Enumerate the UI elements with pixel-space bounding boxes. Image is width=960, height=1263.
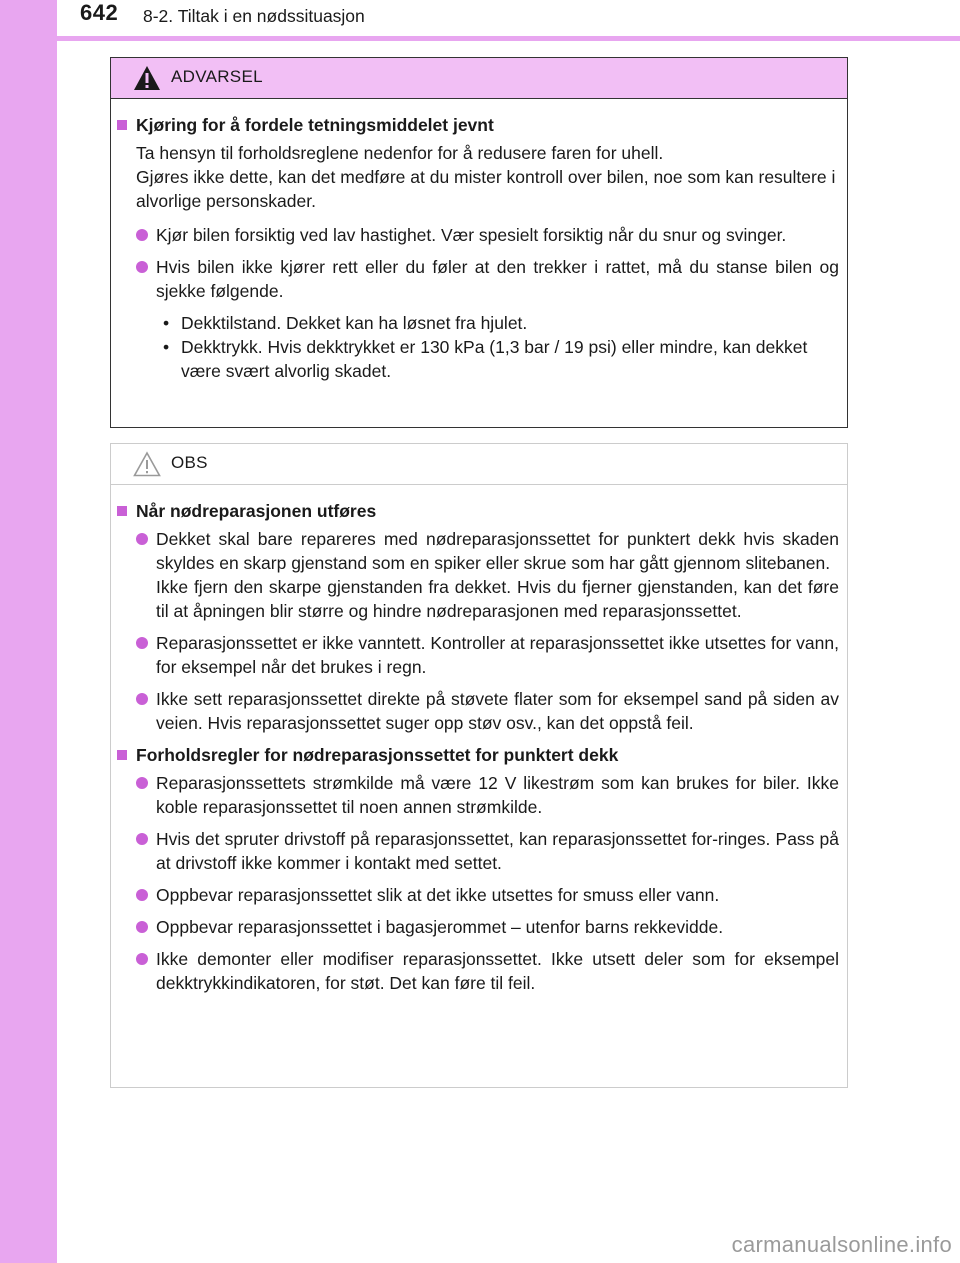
- notice-heading-2: [117, 743, 839, 767]
- list-item-text: Oppbevar reparasjonssettet i bagasjerommet – utenfor barns rekkevidde.: [156, 917, 724, 937]
- list-item: [117, 883, 839, 907]
- circle-bullet-icon: [136, 229, 148, 241]
- warning-box-header: [111, 58, 847, 99]
- circle-bullet-icon: [136, 777, 148, 789]
- notice-heading-text: Forholdsregler for nødreparasjonssettet for punktert dekk: [136, 745, 619, 765]
- list-item-text: Ikke demonter eller modifiser reparasjonssettet. Ikke utsett deler som for eksempel dekktrykkindikatoren, for støt. Det kan føre til feil.: [156, 949, 839, 993]
- notice-heading-1: [117, 499, 839, 523]
- warning-heading: [117, 113, 839, 137]
- notice-label: OBS: [171, 453, 208, 472]
- small-dot-icon: •: [163, 313, 170, 333]
- header-rule: [0, 36, 960, 41]
- caution-outline-triangle-icon: [133, 451, 161, 482]
- list-item-text: Dekket skal bare repareres med nødreparasjonssettet for punktert dekk hvis skaden skyldes en skarp gjenstand som en spiker eller skrue som har gått gjennom slitebanen. Ikke fjern den skarpe gjenstanden fra dekket. Hvis du fjerner gjenstanden, kan det føre til at åpningen blir større og hindre nødreparasjonen med reparasjonssettet.: [156, 529, 839, 621]
- sub-list-item-text: Dekktrykk. Hvis dekktrykket er 130 kPa (1,3 bar / 19 psi) eller mindre, kan dekket være svært alvorlig skadet.: [181, 337, 808, 381]
- list-item-text: Kjør bilen forsiktig ved lav hastighet. Vær spesielt forsiktig når du snur og svinger.: [156, 225, 787, 245]
- circle-bullet-icon: [136, 693, 148, 705]
- list-item-text: Reparasjonssettet er ikke vanntett. Kontroller at reparasjonssettet ikke utsettes for vann, for eksempel når det brukes i regn.: [156, 633, 839, 677]
- notice-box: [110, 443, 848, 1088]
- list-item-text: Reparasjonssettets strømkilde må være 12 V likestrøm som kan brukes for biler. Ikke koble reparasjonssettet til noen annen strømkilde.: [156, 773, 839, 817]
- warning-intro: Ta hensyn til forholdsreglene nedenfor for å redusere faren for uhell. Gjøres ikke dette, kan det medføre at du mister kontroll over bilen, noe som kan resultere i alvorlige personskader.: [136, 143, 836, 211]
- list-item-text: Hvis det spruter drivstoff på reparasjonssettet, kan reparasjonssettet for-ringes. Pass på at drivstoff ikke kommer i kontakt med settet.: [156, 829, 839, 873]
- notice-box-body: [111, 485, 847, 995]
- sub-list-item-text: Dekktilstand. Dekket kan ha løsnet fra hjulet.: [181, 313, 528, 333]
- sub-list-item: [117, 335, 839, 383]
- warning-triangle-icon: [133, 65, 161, 96]
- list-item: [117, 631, 839, 679]
- square-bullet-icon: [117, 120, 127, 130]
- warning-box-body: [111, 99, 847, 383]
- list-item: [117, 687, 839, 735]
- footer-watermark: carmanualsonline.info: [731, 1232, 952, 1257]
- notice-box-header: [111, 444, 847, 485]
- circle-bullet-icon: [136, 637, 148, 649]
- warning-heading-text: Kjøring for å fordele tetningsmiddelet jevnt: [136, 115, 494, 135]
- list-item: [117, 947, 839, 995]
- list-item: [117, 223, 839, 247]
- list-item: [117, 527, 839, 623]
- section-title: 8-2. Tiltak i en nødssituasjon: [143, 6, 365, 26]
- square-bullet-icon: [117, 750, 127, 760]
- circle-bullet-icon: [136, 533, 148, 545]
- circle-bullet-icon: [136, 953, 148, 965]
- notice-heading-text: Når nødreparasjonen utføres: [136, 501, 377, 521]
- warning-label: ADVARSEL: [171, 67, 263, 86]
- list-item: [117, 915, 839, 939]
- list-item-text: Oppbevar reparasjonssettet slik at det ikke utsettes for smuss eller vann.: [156, 885, 720, 905]
- page-number: 642: [80, 0, 119, 25]
- circle-bullet-icon: [136, 889, 148, 901]
- small-dot-icon: •: [163, 337, 170, 357]
- sub-list-item: [117, 311, 839, 335]
- square-bullet-icon: [117, 506, 127, 516]
- list-item: [117, 255, 839, 303]
- list-item-text: Hvis bilen ikke kjører rett eller du føler at den trekker i rattet, må du stanse bilen og sjekke følgende.: [156, 257, 839, 301]
- list-item-text: Ikke sett reparasjonssettet direkte på støvete flater som for eksempel sand på siden av veien. Hvis reparasjonssettet suger opp støv osv., kan det oppstå feil.: [156, 689, 839, 733]
- circle-bullet-icon: [136, 261, 148, 273]
- warning-box: [110, 57, 848, 428]
- circle-bullet-icon: [136, 833, 148, 845]
- list-item: [117, 771, 839, 819]
- circle-bullet-icon: [136, 921, 148, 933]
- side-color-band: [0, 0, 57, 1263]
- list-item: [117, 827, 839, 875]
